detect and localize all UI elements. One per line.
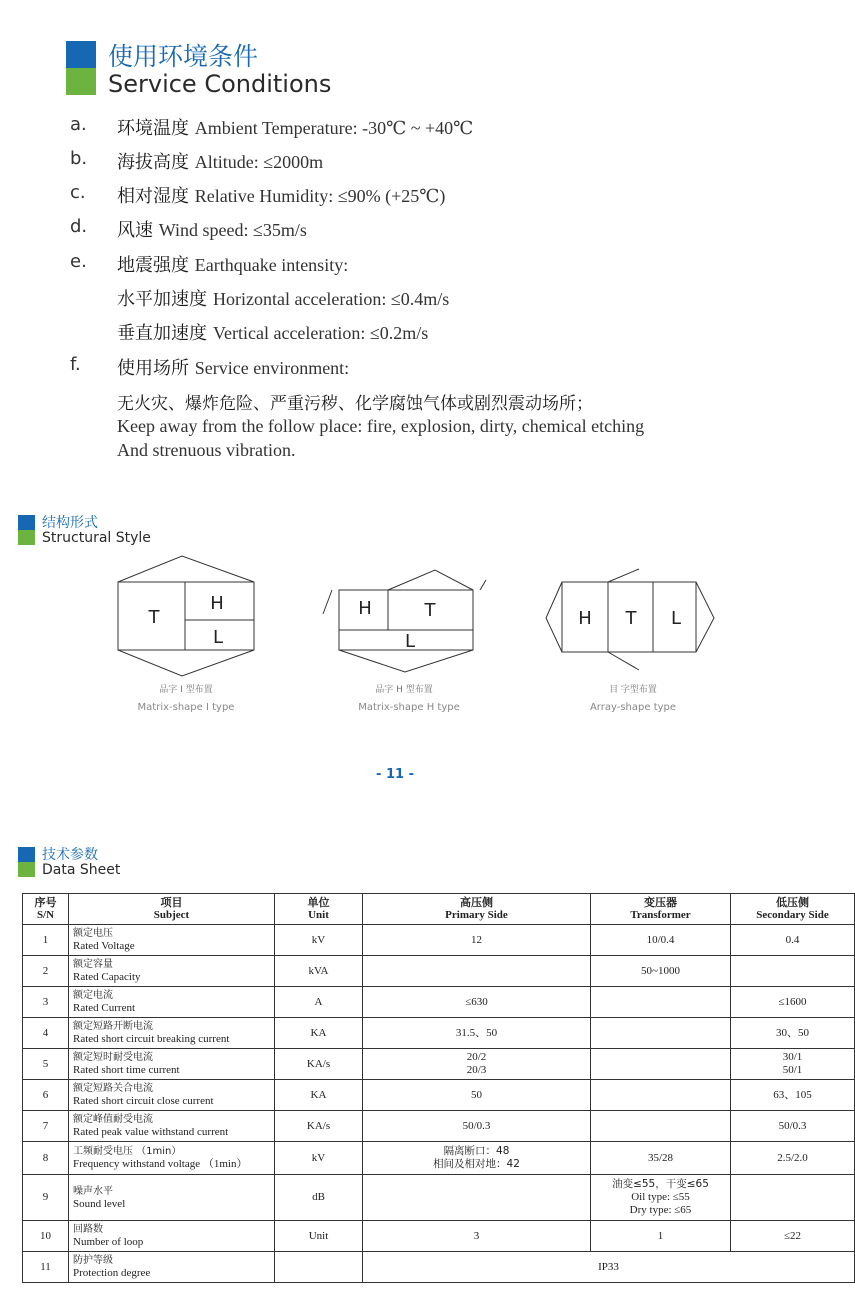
- diagram-array: [542, 566, 716, 672]
- condition-c: [70, 182, 750, 206]
- condition-letter: b.: [70, 148, 88, 169]
- cell-sn: 5: [23, 1049, 69, 1080]
- cell-transformer: [591, 1080, 731, 1111]
- service-conditions-title-en: Service Conditions: [108, 70, 332, 98]
- cell-secondary: [731, 956, 855, 987]
- cell-subject: 额定峰值耐受电流 Rated peak value withstand current: [69, 1111, 275, 1142]
- cell-secondary: 50/0.3: [731, 1111, 855, 1142]
- cell-transformer: 1: [591, 1221, 731, 1252]
- condition-letter: e.: [70, 251, 87, 272]
- cell-primary: 50: [363, 1080, 591, 1111]
- cell-secondary: 63、105: [731, 1080, 855, 1111]
- cell-unit: KA: [275, 1080, 363, 1111]
- cell-protection-merged: IP33: [363, 1252, 855, 1283]
- environment-cn: 无火灾、爆炸危险、严重污秽、化学腐蚀气体或剧烈震动场所；: [117, 394, 593, 414]
- structural-style-marker: [18, 515, 35, 545]
- cell-primary: [363, 956, 591, 987]
- diagram-caption-cn: 目 字型布置: [609, 685, 657, 695]
- cell-subject: 防护等级 Protection degree: [69, 1252, 275, 1283]
- header-primary: 高压侧 Primary Side: [363, 894, 591, 925]
- cell-transformer: [591, 1049, 731, 1080]
- cell-sn: 7: [23, 1111, 69, 1142]
- table-row: [23, 1080, 855, 1111]
- diagram-label: L: [212, 627, 224, 648]
- cell-unit: dB: [275, 1175, 363, 1221]
- cell-primary: 3: [363, 1221, 591, 1252]
- cell-unit: kV: [275, 925, 363, 956]
- diagram-matrix-h: [320, 562, 486, 674]
- cell-primary: 50/0.3: [363, 1111, 591, 1142]
- diagram-matrix-i: [112, 552, 260, 682]
- table-row: [23, 1175, 855, 1221]
- cell-unit: KA: [275, 1018, 363, 1049]
- condition-letter: d.: [70, 216, 88, 237]
- header-sn: 序号 S/N: [23, 894, 69, 925]
- table-row: [23, 1142, 855, 1175]
- cell-subject: 回路数 Number of loop: [69, 1221, 275, 1252]
- table-row: [23, 1252, 855, 1283]
- condition-label-cn: 环境温度 Ambient Temperature: -30℃ ~ +40℃: [117, 118, 474, 139]
- data-sheet-marker: [18, 847, 35, 877]
- cell-sn: 1: [23, 925, 69, 956]
- cell-sn: 8: [23, 1142, 69, 1175]
- vertical-acceleration: 垂直加速度 Vertical acceleration: ≤0.2m/s: [117, 323, 429, 344]
- cell-unit: kV: [275, 1142, 363, 1175]
- cell-transformer: 35/28: [591, 1142, 731, 1175]
- cell-secondary: 0.4: [731, 925, 855, 956]
- cell-transformer: [591, 1111, 731, 1142]
- data-sheet-table: [22, 893, 855, 1283]
- cell-sn: 2: [23, 956, 69, 987]
- cell-primary: 隔离断口：48 相间及相对地：42: [363, 1142, 591, 1175]
- table-row: [23, 1221, 855, 1252]
- cell-unit: KA/s: [275, 1111, 363, 1142]
- cell-sn: 9: [23, 1175, 69, 1221]
- cell-secondary: [731, 1175, 855, 1221]
- diagram-caption-cn: 品字 I 型布置: [159, 685, 213, 695]
- cell-unit: A: [275, 987, 363, 1018]
- header-subject: 项目 Subject: [69, 894, 275, 925]
- cell-unit: [275, 1252, 363, 1283]
- cell-secondary: ≤22: [731, 1221, 855, 1252]
- cell-sn: 10: [23, 1221, 69, 1252]
- table-row: [23, 1111, 855, 1142]
- diagram-caption-en: Array-shape type: [589, 702, 677, 713]
- condition-label-cn: 风速 Wind speed: ≤35m/s: [117, 220, 307, 241]
- environment-en-line1: Keep away from the follow place: fire, explosion, dirty, chemical etching: [117, 416, 645, 436]
- cell-sn: 6: [23, 1080, 69, 1111]
- table-row: [23, 925, 855, 956]
- cell-primary: [363, 1175, 591, 1221]
- service-conditions-marker: [66, 41, 96, 95]
- table-row: [23, 1049, 855, 1080]
- cell-secondary: 2.5/2.0: [731, 1142, 855, 1175]
- header-transformer: 变压器 Transformer: [591, 894, 731, 925]
- cell-primary: 20/2 20/3: [363, 1049, 591, 1080]
- cell-primary: 31.5、50: [363, 1018, 591, 1049]
- table-row: [23, 1018, 855, 1049]
- cell-sn: 11: [23, 1252, 69, 1283]
- diagram-label: T: [625, 608, 637, 629]
- cell-subject: 额定电流 Rated Current: [69, 987, 275, 1018]
- data-sheet-title-en: Data Sheet: [42, 862, 121, 878]
- cell-primary: ≤630: [363, 987, 591, 1018]
- cell-transformer: 10/0.4: [591, 925, 731, 956]
- diagram-label: T: [148, 607, 160, 628]
- cell-subject: 额定短路关合电流 Rated short circuit close current: [69, 1080, 275, 1111]
- diagram-label: L: [670, 608, 682, 629]
- table-header-row: [23, 894, 855, 925]
- condition-letter: a.: [70, 114, 87, 135]
- condition-label-cn: 地震强度 Earthquake intensity:: [117, 255, 349, 276]
- cell-secondary: ≤1600: [731, 987, 855, 1018]
- cell-subject: 额定短时耐受电流 Rated short time current: [69, 1049, 275, 1080]
- condition-f: [70, 354, 750, 378]
- cell-sn: 4: [23, 1018, 69, 1049]
- diagram-caption-en: Matrix-shape I type: [137, 702, 235, 713]
- environment-en-line2: And strenuous vibration.: [117, 440, 296, 460]
- diagram-label: H: [358, 598, 372, 619]
- cell-sn: 3: [23, 987, 69, 1018]
- cell-unit: kVA: [275, 956, 363, 987]
- condition-letter: f.: [70, 354, 81, 375]
- condition-letter: c.: [70, 182, 86, 203]
- cell-unit: KA/s: [275, 1049, 363, 1080]
- cell-subject: 额定电压 Rated Voltage: [69, 925, 275, 956]
- cell-transformer: [591, 987, 731, 1018]
- cell-subject: 额定容量 Rated Capacity: [69, 956, 275, 987]
- cell-subject: 噪声水平 Sound level: [69, 1175, 275, 1221]
- diagram-label: H: [210, 593, 224, 614]
- cell-primary: 12: [363, 925, 591, 956]
- condition-a: [70, 114, 750, 138]
- header-secondary: 低压侧 Secondary Side: [731, 894, 855, 925]
- cell-secondary: 30、50: [731, 1018, 855, 1049]
- condition-label-cn: 海拔高度 Altitude: ≤2000m: [117, 152, 324, 173]
- diagram-label: L: [404, 631, 416, 652]
- table-row: [23, 987, 855, 1018]
- cell-transformer: 50~1000: [591, 956, 731, 987]
- condition-label-cn: 相对湿度 Relative Humidity: ≤90% (+25℃): [117, 186, 446, 207]
- condition-b: [70, 148, 750, 172]
- condition-label-cn: 使用场所 Service environment:: [117, 358, 350, 379]
- header-unit: 单位 Unit: [275, 894, 363, 925]
- structural-style-title-cn: 结构形式: [42, 515, 98, 531]
- table-row: [23, 956, 855, 987]
- data-sheet-title-cn: 技术参数: [42, 847, 98, 863]
- structural-style-title-en: Structural Style: [42, 530, 151, 546]
- condition-e: [70, 251, 750, 275]
- horizontal-acceleration: 水平加速度 Horizontal acceleration: ≤0.4m/s: [117, 289, 450, 310]
- diagram-caption-cn: 品字 H 型布置: [375, 685, 433, 695]
- diagram-label: T: [424, 600, 436, 621]
- cell-subject: 额定短路开断电流 Rated short circuit breaking current: [69, 1018, 275, 1049]
- diagram-caption-en: Matrix-shape H type: [358, 702, 460, 713]
- diagram-label: H: [578, 608, 592, 629]
- cell-transformer: [591, 1018, 731, 1049]
- page-number: - 11 -: [376, 767, 414, 782]
- cell-subject: 工频耐受电压 （1min） Frequency withstand voltage （1min）: [69, 1142, 275, 1175]
- cell-transformer: 油变≤55，干变≤65 Oil type: ≤55 Dry type: ≤65: [591, 1175, 731, 1221]
- condition-d: [70, 216, 750, 240]
- cell-unit: Unit: [275, 1221, 363, 1252]
- service-conditions-title-cn: 使用环境条件: [108, 42, 259, 71]
- cell-secondary: 30/1 50/1: [731, 1049, 855, 1080]
